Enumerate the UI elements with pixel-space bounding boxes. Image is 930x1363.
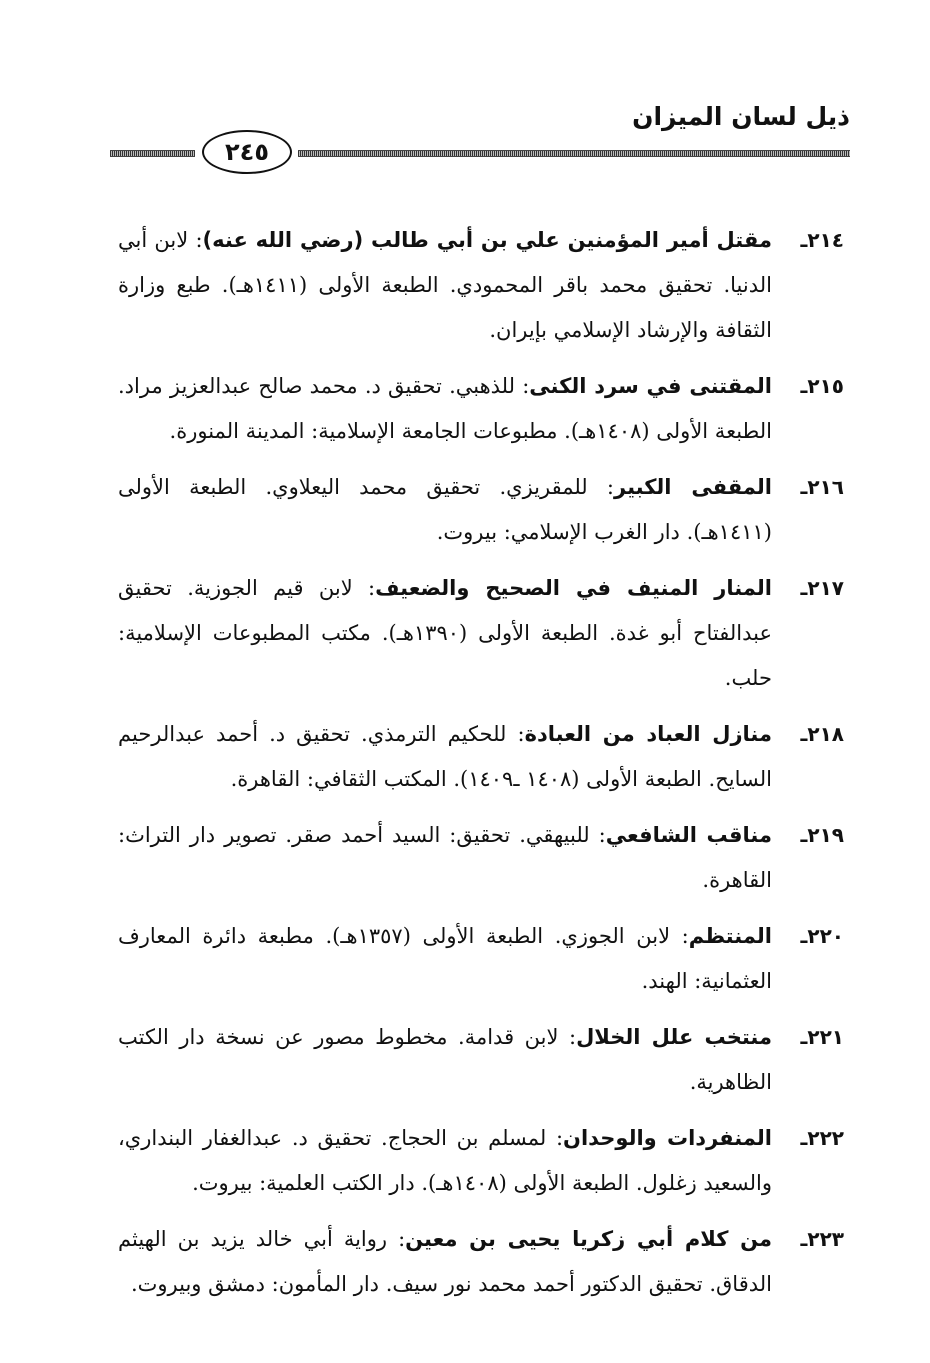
book-title: ذيل لسان الميزان bbox=[632, 102, 850, 131]
entry-title: المقفى الكبير bbox=[614, 475, 772, 499]
entry-number: ٢٢١ـ bbox=[800, 1025, 844, 1049]
entry-title: المنفردات والوحدان bbox=[563, 1126, 772, 1150]
page-number: ٢٤٥ bbox=[202, 130, 292, 174]
bibliography-entry bbox=[118, 218, 844, 353]
entry-text: : للذهبي. تحقيق د. محمد صالح عبدالعزيز مراد. الطبعة الأولى (١٤٠٨هـ). مطبوعات الجامعة الإسلامية: المدينة المنورة. bbox=[118, 374, 772, 443]
page-header bbox=[110, 100, 850, 170]
bibliography-entry bbox=[118, 364, 844, 454]
entry-text: : للحكيم الترمذي. تحقيق د. أحمد عبدالرحيم السايح. الطبعة الأولى (١٤٠٨ ـ١٤٠٩). المكتب الثقافي: القاهرة. bbox=[118, 722, 772, 791]
entry-number: ٢٢٢ـ bbox=[800, 1126, 844, 1150]
entry-number: ٢٢٣ـ bbox=[800, 1227, 844, 1251]
entry-title: المنتظم bbox=[688, 924, 772, 948]
entry-title: المقتنى في سرد الكنى bbox=[529, 374, 772, 398]
entry-text: : لمسلم بن الحجاج. تحقيق د. عبدالغفار البنداري، والسعيد زغلول. الطبعة الأولى (١٤٠٨هـ). دار الكتب العلمية: بيروت. bbox=[118, 1126, 772, 1195]
entry-number: ٢١٦ـ bbox=[800, 475, 844, 499]
bibliography-entry bbox=[118, 465, 844, 555]
bibliography-entry bbox=[118, 566, 844, 701]
entry-text: : رواية أبي خالد يزيد بن الهيثم الدقاق. تحقيق الدكتور أحمد محمد نور سيف. دار المأمون: دمشق وبيروت. bbox=[118, 1227, 772, 1296]
header-rule-right bbox=[298, 150, 850, 157]
bibliography-entry bbox=[118, 914, 844, 1004]
entry-title: من كلام أبي زكريا يحيى بن معين bbox=[405, 1227, 772, 1251]
bibliography-list bbox=[118, 218, 844, 1318]
entry-number: ٢١٧ـ bbox=[800, 576, 844, 600]
entry-title: المنار المنيف في الصحيح والضعيف bbox=[375, 576, 772, 600]
bibliography-entry bbox=[118, 1116, 844, 1206]
entry-title: منازل العباد من العبادة bbox=[524, 722, 772, 746]
bibliography-entry bbox=[118, 1015, 844, 1105]
entry-text: : للبيهقي. تحقيق: السيد أحمد صقر. تصوير دار التراث: القاهرة. bbox=[118, 823, 772, 892]
entry-title: منتخب علل الخلال bbox=[576, 1025, 772, 1049]
entry-text: : لابن الجوزي. الطبعة الأولى (١٣٥٧هـ). مطبعة دائرة المعارف العثمانية: الهند. bbox=[118, 924, 772, 993]
entry-text: : لابن قيم الجوزية. تحقيق عبدالفتاح أبو غدة. الطبعة الأولى (١٣٩٠هـ). مكتب المطبوعات الإسلامية: حلب. bbox=[118, 576, 772, 690]
entry-text: : لابن أبي الدنيا. تحقيق محمد باقر المحمودي. الطبعة الأولى (١٤١١هـ). طبع وزارة الثقافة والإرشاد الإسلامي بإيران. bbox=[118, 228, 772, 342]
entry-number: ٢١٩ـ bbox=[800, 823, 844, 847]
entry-title: مقتل أمير المؤمنين علي بن أبي طالب (رضي الله عنه) bbox=[202, 228, 772, 252]
bibliography-entry bbox=[118, 712, 844, 802]
entry-number: ٢١٨ـ bbox=[800, 722, 844, 746]
header-rule-left bbox=[110, 150, 195, 157]
entry-title: مناقب الشافعي bbox=[605, 823, 772, 847]
entry-text: : للمقريزي. تحقيق محمد اليعلاوي. الطبعة الأولى (١٤١١هـ). دار الغرب الإسلامي: بيروت. bbox=[118, 475, 772, 544]
entry-number: ٢٢٠ـ bbox=[800, 924, 844, 948]
entry-text: : لابن قدامة. مخطوط مصور عن نسخة دار الكتب الظاهرية. bbox=[118, 1025, 772, 1094]
bibliography-entry bbox=[118, 1217, 844, 1307]
entry-number: ٢١٤ـ bbox=[800, 228, 844, 252]
bibliography-entry bbox=[118, 813, 844, 903]
entry-number: ٢١٥ـ bbox=[800, 374, 844, 398]
